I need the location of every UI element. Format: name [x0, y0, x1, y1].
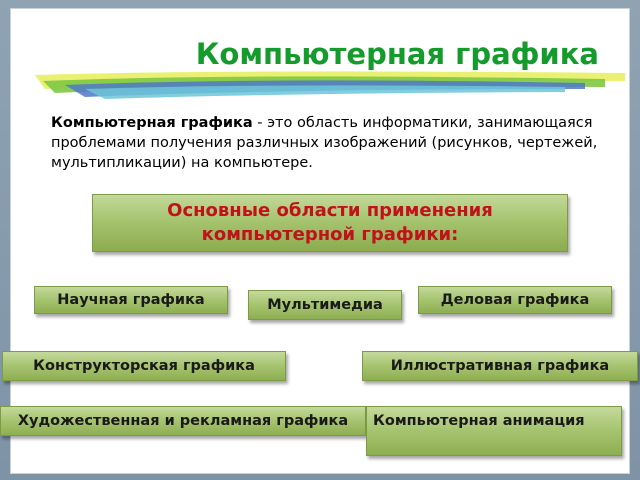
decorative-swoosh — [25, 67, 625, 107]
definition-text — [51, 113, 611, 173]
area-art-advertising-label: Художественная и рекламная графика — [17, 413, 349, 429]
applications-banner: Основные области применения компьютерной графики: — [92, 194, 568, 252]
area-computer-animation: Компьютерная анимация — [366, 406, 622, 456]
area-engineering-graphics: Конструкторская графика — [2, 351, 286, 381]
definition-body: - это область информатики, занимающаяся проблемами получения различных изображений (рисунков, чертежей, мультипликации) на компьютере. — [51, 115, 598, 171]
definition-term: Компьютерная графика — [51, 115, 253, 131]
slide-title: Компьютерная графика — [195, 37, 599, 71]
area-scientific-graphics: Научная графика — [34, 286, 228, 314]
area-business-graphics: Деловая графика — [418, 286, 612, 314]
area-multimedia: Мультимедиа — [248, 290, 402, 320]
area-art-advertising-graphics — [0, 406, 366, 436]
area-illustrative-graphics: Иллюстративная графика — [362, 351, 638, 381]
